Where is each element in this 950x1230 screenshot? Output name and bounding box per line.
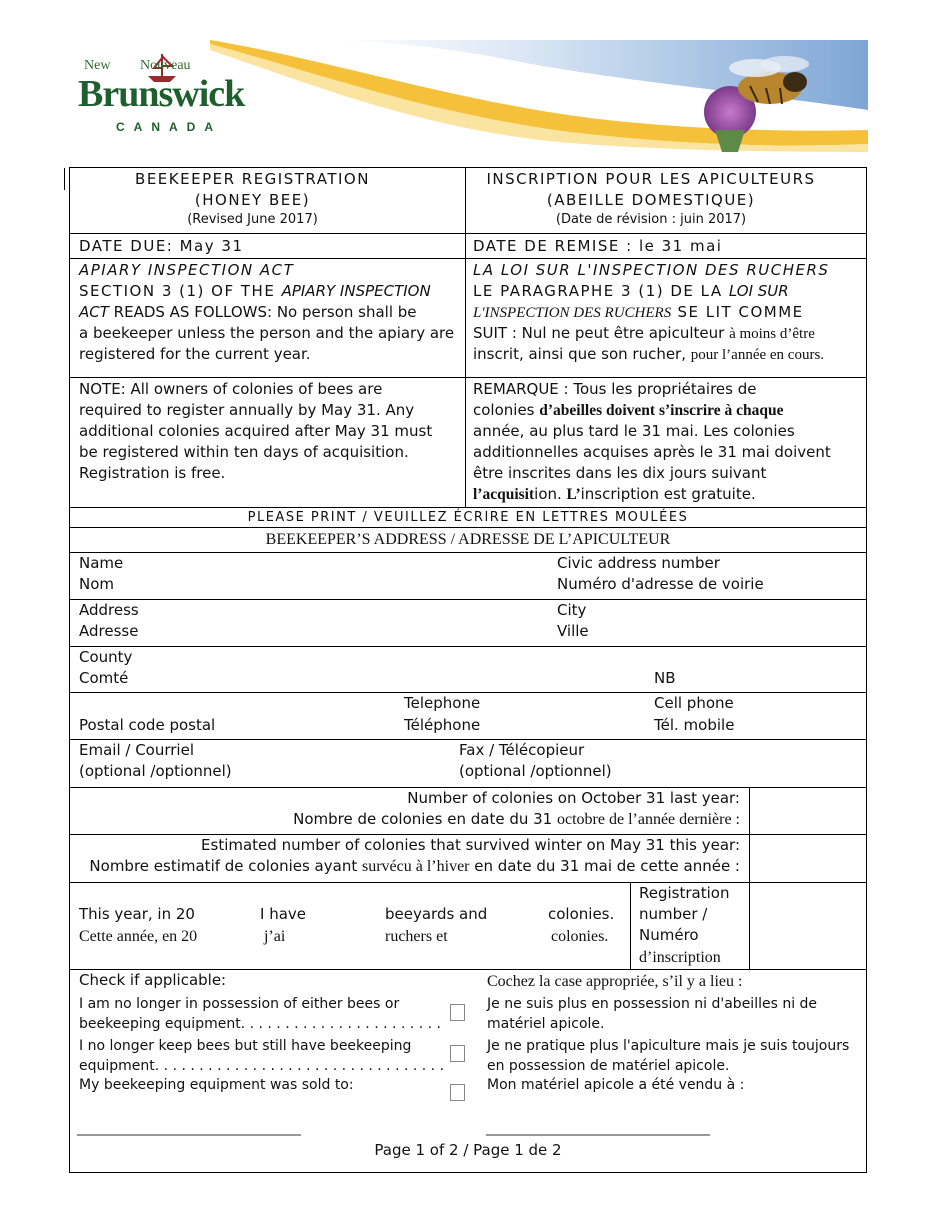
note-fr-l6c: L’ (566, 486, 581, 503)
ruchers-label: ruchers et (385, 928, 448, 945)
telephone-label-en: Telephone (404, 694, 481, 712)
act-text-fr-l3 (473, 323, 815, 345)
note-fr-l6 (473, 484, 756, 505)
cell-label-fr: Tél. mobile (654, 716, 735, 734)
note-fr-l2 (473, 400, 784, 421)
fax-optional: (optional /optionnel) (459, 762, 612, 780)
address-heading-row (70, 528, 866, 553)
colonies-oct-fr (70, 809, 740, 830)
name-row[interactable] (70, 553, 866, 600)
note-fr-l4: additionnelles acquises après le 31 mai doivent (473, 443, 831, 461)
note-fr-l2a: colonies (473, 401, 540, 419)
note-en-l5: Registration is free. (79, 464, 226, 482)
date-due-row (70, 234, 866, 259)
act-fr-c: L'INSPECTION DES RUCHERS (473, 305, 672, 321)
colonies-oct-fr-a: Nombre de colonies en date du 31 (293, 810, 557, 828)
note-fr-l1: REMARQUE : Tous les propriétaires de (473, 380, 757, 398)
top-column-divider (465, 168, 466, 508)
colonies-may-fr-c: en date du 31 mai de cette année : (469, 857, 740, 875)
address-row[interactable] (70, 600, 866, 647)
note-en-l4: be registered within ten days of acquisition. (79, 443, 409, 461)
act-text-en-l4: registered for the current year. (79, 345, 311, 363)
note-row (70, 378, 866, 508)
reg-label-l3: Numéro (639, 926, 699, 944)
address-label-en: Address (79, 601, 139, 619)
act-fr-e: SUIT : Nul ne peut être apiculteur (473, 324, 730, 342)
title-row (70, 168, 866, 234)
note-en-l3: additional colonies acquired after May 31 must (79, 422, 433, 440)
i-have-label: I have (260, 905, 306, 923)
note-fr-l6d: inscription est gratuite. (580, 485, 756, 503)
title-en-revised: (Revised June 2017) (187, 212, 318, 227)
colonies-may-fr (70, 856, 740, 877)
logo-brunswick: Brunswick (78, 73, 245, 115)
new-brunswick-logo (78, 58, 268, 138)
note-fr-l6a: l’acquisit (473, 486, 535, 503)
act-title-fr: LA LOI SUR L'INSPECTION DES RUCHERS (473, 261, 830, 279)
name-label-fr: Nom (79, 575, 115, 593)
colonies-may-en: Estimated number of colonies that survived winter on May 31 this year: (201, 836, 740, 854)
act-text-fr-l4 (473, 344, 824, 366)
email-fax-row[interactable] (70, 740, 866, 788)
note-fr-l6b: ion. (534, 485, 567, 503)
reg-label-l4: d’inscription (639, 949, 721, 966)
colonies-fr-label: colonies. (551, 928, 609, 945)
act-title-en: APIARY INSPECTION ACT (79, 261, 295, 279)
colonies-oct-input[interactable] (750, 788, 866, 834)
check1-en-l2: beekeeping equipment. . . . . . . . . . . . . . . . . . . . . . . (79, 1016, 441, 1032)
logo-canada: CANADA (116, 120, 222, 134)
act-text-en-l1 (79, 281, 431, 302)
act-en-b: APIARY INSPECTION (281, 282, 431, 300)
note-fr-l5: être inscrites dans les dix jours suivant (473, 464, 767, 482)
check3-fr: Mon matériel apicole a été vendu à : (487, 1077, 745, 1093)
date-due-en: DATE DUE: May 31 (79, 237, 244, 255)
title-en-line1: BEEKEEPER REGISTRATION (135, 170, 370, 188)
please-print-row (70, 508, 866, 528)
title-en-line2: (HONEY BEE) (194, 191, 311, 209)
colonies-october-row (70, 788, 866, 835)
colonies-oct-en: Number of colonies on October 31 last year: (407, 789, 740, 807)
email-optional: (optional /optionnel) (79, 762, 232, 780)
check2-en-l2: equipment. . . . . . . . . . . . . . . . . . . . . . . . . . . . . . . . . (79, 1058, 445, 1074)
act-fr-d: SE LIT COMME (671, 303, 804, 321)
check2-checkbox[interactable] (450, 1045, 465, 1062)
act-fr-a: LE PARAGRAPHE 3 (1) DE LA (473, 282, 729, 300)
check3-en: My beekeeping equipment was sold to: (79, 1077, 354, 1093)
act-text-fr-l1 (473, 281, 789, 302)
act-fr-b: LOI SUR (728, 282, 789, 300)
year-row[interactable] (70, 883, 866, 970)
beeyards-label: beeyards and (385, 905, 488, 923)
city-label-fr: Ville (557, 622, 589, 640)
colonies-may-fr-a: Nombre estimatif de colonies ayant (89, 857, 362, 875)
reg-label-l2: number / (639, 905, 708, 923)
name-label-en: Name (79, 554, 124, 572)
check2-fr-l1: Je ne pratique plus l'apiculture mais je suis toujours (487, 1038, 850, 1054)
check1-checkbox[interactable] (450, 1004, 465, 1021)
act-fr-h: pour l’année en cours. (690, 347, 825, 363)
postal-label: Postal code postal (79, 716, 216, 734)
cette-annee-label: Cette année, en 20 (79, 928, 198, 945)
act-text-en-l2 (79, 302, 417, 323)
civic-label-fr: Numéro d'adresse de voirie (557, 575, 764, 593)
city-label-en: City (557, 601, 587, 619)
sold-to-line-fr[interactable]: ________________________________ (486, 1120, 710, 1136)
address-label-fr: Adresse (79, 622, 139, 640)
act-en-d: READS AS FOLLOWS: No person shall be (108, 303, 417, 321)
reg-left-divider (630, 883, 631, 970)
colonies-may-input[interactable] (750, 835, 866, 882)
check2-fr-l2: en possession de matériel apicole. (487, 1058, 730, 1074)
jai-label: j’ai (264, 928, 286, 945)
fax-label: Fax / Télécopieur (459, 741, 585, 759)
title-fr-line2: (ABEILLE DOMESTIQUE) (546, 191, 756, 209)
please-print: PLEASE PRINT / VEUILLEZ ÉCRIRE EN LETTRES MOULÉES (247, 510, 689, 525)
check1-en-l1: I am no longer in possession of either bees or (79, 996, 400, 1012)
title-fr-revised: (Date de révision : juin 2017) (555, 212, 747, 227)
act-fr-g: inscrit, ainsi que son rucher, (473, 345, 691, 363)
act-text-fr-l2 (473, 302, 804, 324)
note-en-l2: required to register annually by May 31. Any (79, 401, 415, 419)
logo-new: New (84, 58, 111, 73)
county-label-fr: Comté (79, 669, 129, 687)
email-label: Email / Courriel (79, 741, 194, 759)
date-due-fr: DATE DE REMISE : le 31 mai (473, 237, 723, 255)
check-heading-en: Check if applicable: (79, 971, 227, 989)
note-fr-l2b: d’abeilles doivent s’inscrire à chaque (539, 402, 784, 419)
registration-form (69, 167, 867, 1173)
colonies-en-label: colonies. (548, 905, 615, 923)
check1-fr-l2: matériel apicole. (487, 1016, 605, 1032)
colonies-may-row (70, 835, 866, 883)
county-label-en: County (79, 648, 133, 666)
act-text-en-l3: a beekeeper unless the person and the apiary are (79, 324, 455, 342)
postal-phone-row[interactable] (70, 693, 866, 740)
check-heading-fr: Cochez la case appropriée, s’il y a lieu : (487, 973, 743, 990)
colonies-may-fr-b: survécu à l’hiver (361, 858, 470, 875)
logo-nouveau: Nouveau (140, 58, 191, 73)
county-row[interactable] (70, 647, 866, 693)
sold-to-line-en[interactable]: ________________________________ (77, 1120, 301, 1136)
act-en-c: ACT (79, 303, 109, 321)
check3-checkbox[interactable] (450, 1084, 465, 1101)
margin-mark (64, 168, 65, 190)
act-en-a: SECTION 3 (1) OF THE (79, 282, 282, 300)
this-year-label: This year, in 20 (79, 905, 195, 923)
note-en-l1: NOTE: All owners of colonies of bees are (79, 380, 383, 398)
civic-label-en: Civic address number (557, 554, 720, 572)
cell-label-en: Cell phone (654, 694, 734, 712)
address-heading: BEEKEEPER’S ADDRESS / ADRESSE DE L’APICULTEUR (265, 531, 671, 548)
date-due-section (70, 234, 866, 378)
registration-number-input[interactable] (750, 883, 866, 969)
colonies-oct-fr-b: octobre de l’année dernière : (556, 811, 740, 828)
check1-fr-l1: Je ne suis plus en possession ni d'abeilles ni de (487, 996, 818, 1012)
province-label: NB (654, 669, 676, 687)
bee-on-thistle-banner (210, 40, 868, 152)
reg-label-l1: Registration (639, 884, 730, 902)
telephone-label-fr: Téléphone (404, 716, 481, 734)
act-fr-f: à moins d’être (729, 326, 815, 342)
check2-en-l1: I no longer keep bees but still have beekeeping (79, 1038, 412, 1054)
page-footer: Page 1 of 2 / Page 1 de 2 (374, 1141, 562, 1159)
note-fr-l3: année, au plus tard le 31 mai. Les colonies (473, 422, 795, 440)
title-fr-line1: INSCRIPTION POUR LES APICULTEURS (486, 170, 816, 188)
